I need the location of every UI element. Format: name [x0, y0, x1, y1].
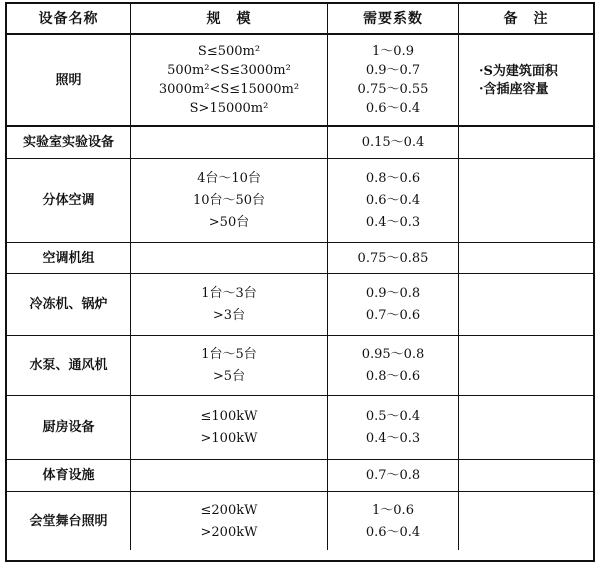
scale-value: >50台 [208, 215, 250, 230]
coefficient-value: 0.75～0.55 [357, 82, 429, 97]
scale-cell [131, 243, 328, 273]
coefficient-value: 0.4～0.3 [365, 431, 421, 446]
coefficient-cell [328, 127, 459, 158]
coefficient-value: 0.9～0.7 [365, 63, 421, 78]
table-row-lighting [7, 35, 593, 127]
scale-cell [131, 396, 328, 459]
scale-value: 3000m²<S≤15000m² [158, 82, 300, 97]
coefficient-cell [328, 159, 459, 242]
device-name: 水泵、通风机 [7, 336, 131, 395]
remarks-cell [459, 159, 593, 242]
coefficient-value: 0.9～0.8 [365, 286, 421, 301]
scale-value: >5台 [212, 369, 246, 384]
remarks-cell [459, 336, 593, 395]
remarks-cell [459, 492, 593, 550]
scale-value: S>15000m² [189, 101, 269, 116]
remarks-cell [459, 243, 593, 273]
scale-cell [131, 336, 328, 395]
header-device-name: 设备名称 [7, 4, 131, 33]
scale-cell [131, 274, 328, 335]
coefficient-cell [328, 336, 459, 395]
coefficient-value: 0.7～0.6 [365, 308, 421, 323]
coefficient-cell [328, 35, 459, 125]
coefficient-value: 0.95～0.8 [361, 347, 425, 362]
coefficient-value: 1～0.9 [372, 44, 414, 59]
coefficient-value: 0.7～0.8 [365, 468, 421, 483]
scale-value: S≤500m² [197, 44, 261, 59]
scale-cell [131, 460, 328, 491]
header-demand-coefficient: 需要系数 [328, 4, 459, 33]
table-row-pump-fan [7, 336, 593, 396]
scale-value: ≤100kW [200, 409, 258, 424]
table-row-ac-unit [7, 243, 593, 274]
coefficient-cell [328, 274, 459, 335]
coefficient-value: 0.6～0.4 [365, 524, 421, 540]
remarks-cell [459, 274, 593, 335]
coefficient-cell [328, 243, 459, 273]
scale-value: >200kW [200, 524, 258, 540]
device-name: 冷冻机、锅炉 [7, 274, 131, 335]
coefficient-value: 0.5～0.4 [365, 409, 421, 424]
device-name: 分体空调 [7, 159, 131, 242]
scale-cell [131, 35, 328, 125]
scale-value: >3台 [212, 308, 246, 323]
coefficient-cell [328, 492, 459, 550]
device-name: 体育设施 [7, 460, 131, 491]
table-row-lab-equipment [7, 127, 593, 159]
coefficient-cell [328, 460, 459, 491]
device-name: 照明 [7, 35, 131, 125]
table-header-row [7, 4, 593, 35]
header-scale: 规 模 [131, 4, 328, 33]
table-row-kitchen [7, 396, 593, 460]
coefficient-value: 0.6～0.4 [365, 101, 421, 116]
scale-value: ≤200kW [200, 502, 258, 518]
demand-coefficient-table [5, 2, 595, 562]
device-name: 厨房设备 [7, 396, 131, 459]
device-name: 实验室实验设备 [7, 127, 131, 158]
coefficient-value: 1～0.6 [372, 502, 414, 518]
remarks-cell [459, 35, 593, 125]
device-name: 会堂舞台照明 [7, 492, 131, 550]
remark-text: ·S为建筑面积 [479, 63, 558, 79]
coefficient-value: 0.8～0.6 [365, 369, 421, 384]
coefficient-value: 0.15～0.4 [361, 135, 425, 150]
remarks-cell [459, 460, 593, 491]
scale-value: >100kW [200, 431, 258, 446]
table-row-sports [7, 460, 593, 492]
coefficient-value: 0.6～0.4 [365, 193, 421, 208]
scale-cell [131, 492, 328, 550]
table-row-chiller-boiler [7, 274, 593, 336]
scale-value: 1台～3台 [201, 286, 257, 301]
coefficient-value: 0.75～0.85 [357, 250, 429, 266]
header-remarks: 备 注 [503, 10, 549, 27]
remarks-cell [459, 127, 593, 158]
coefficient-value: 0.4～0.3 [365, 215, 421, 230]
remarks-cell [459, 396, 593, 459]
scale-value: 500m²<S≤3000m² [167, 63, 291, 78]
remark-text: ·含插座容量 [479, 81, 549, 97]
table-row-split-ac [7, 159, 593, 243]
scale-cell [131, 159, 328, 242]
coefficient-value: 0.8～0.6 [365, 171, 421, 186]
scale-cell [131, 127, 328, 158]
device-name: 空调机组 [7, 243, 131, 273]
table-row-stage-lighting [7, 492, 593, 550]
coefficient-cell [328, 396, 459, 459]
scale-value: 10台～50台 [192, 193, 266, 208]
scale-value: 4台～10台 [197, 171, 261, 186]
scale-value: 1台～5台 [201, 347, 257, 362]
